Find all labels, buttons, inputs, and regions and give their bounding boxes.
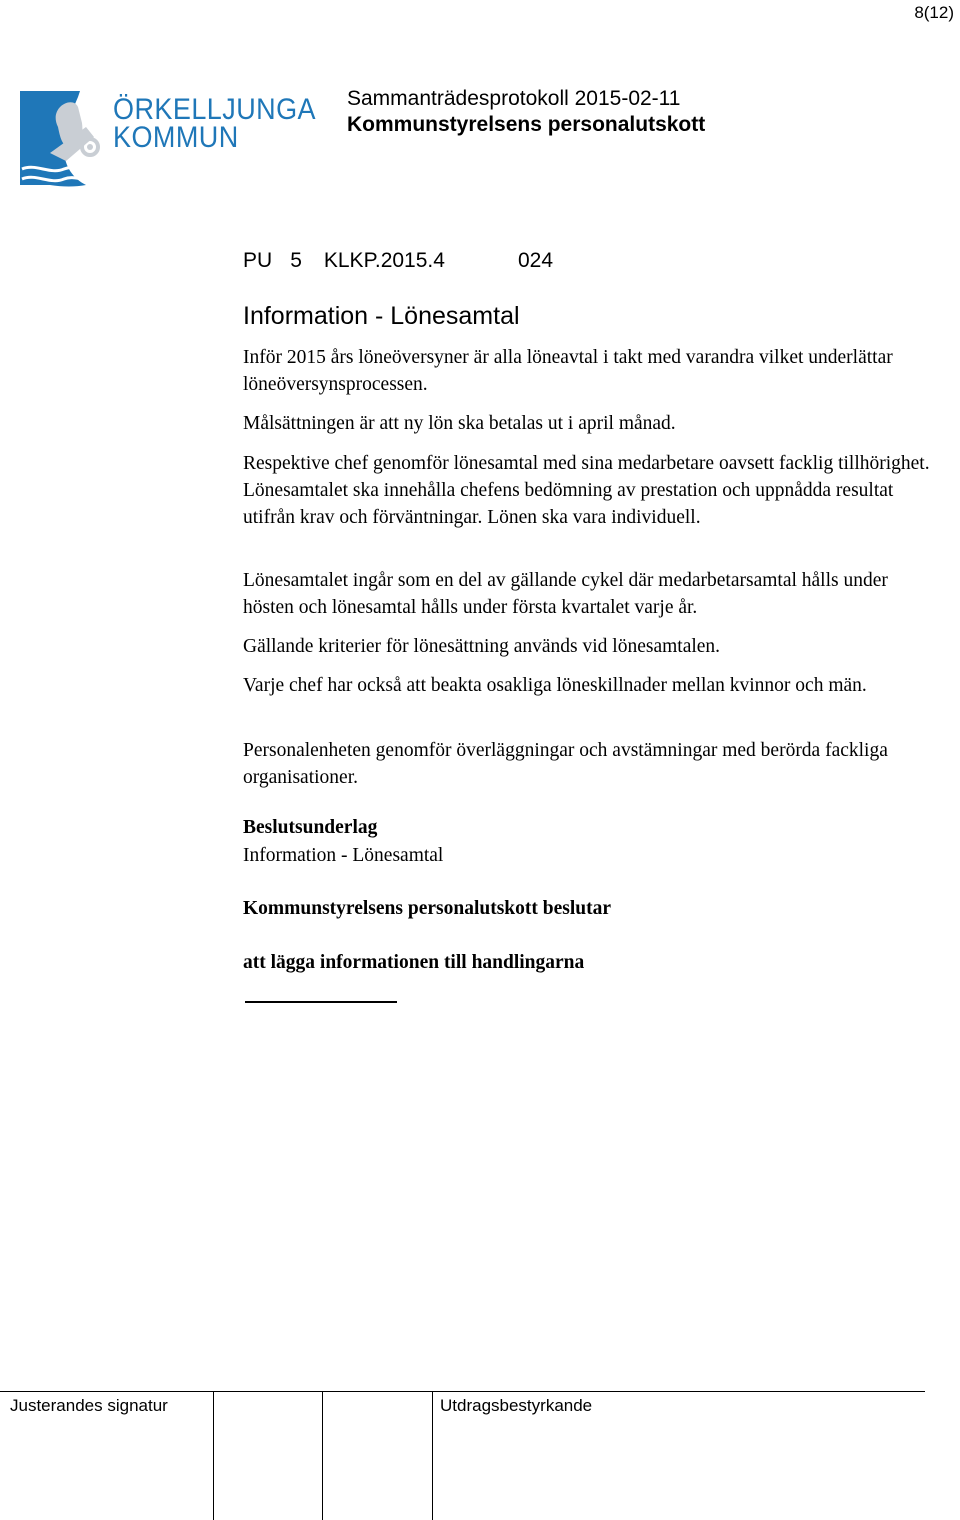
logo-wordmark-line-2: KOMMUN bbox=[113, 121, 239, 154]
signature-label: Justerandes signatur bbox=[10, 1396, 168, 1415]
footer-rule bbox=[0, 1391, 925, 1392]
committee-name: Kommunstyrelsens personalutskott bbox=[347, 113, 706, 136]
page-number: 8(12) bbox=[914, 3, 954, 22]
case-sequence: 024 bbox=[518, 249, 554, 272]
paragraph-text: Respektive chef genomför lönesamtal med sina medarbetare oavsett facklig tillhörighet. Lönesamtalet ska innehålla chefens bedömning av prestation och uppnådda resultat utifrån krav och förväntningar. Lönen ska vara individuell. bbox=[243, 453, 930, 528]
signature-box-divider bbox=[432, 1391, 433, 1520]
case-prefix: PU bbox=[243, 249, 273, 272]
paragraph bbox=[243, 450, 933, 531]
paragraph bbox=[243, 737, 933, 791]
logo-wordmark-line-1: ÖRKELLJUNGA bbox=[113, 93, 317, 126]
decision-underline bbox=[245, 1001, 397, 1003]
paragraph bbox=[243, 410, 933, 437]
paragraph-text: Varje chef har också att beakta osakliga löneskillnader mellan kvinnor och män. bbox=[243, 675, 867, 696]
signature-box-divider bbox=[322, 1391, 323, 1520]
paragraph-text: Inför 2015 års löneöversyner är alla löneavtal i takt med varandra vilket underlättar löneöversynsprocessen. bbox=[243, 347, 893, 395]
paragraph bbox=[243, 567, 933, 621]
case-code: KLKP.2015.4 bbox=[323, 249, 445, 272]
paragraph bbox=[243, 633, 933, 660]
case-paragraph-number: 5 bbox=[290, 249, 302, 272]
paragraph-text: Gällande kriterier för lönesättning används vid lönesamtalen. bbox=[243, 636, 721, 657]
case-reference bbox=[243, 249, 554, 273]
item-title: Information - Lönesamtal bbox=[243, 302, 520, 330]
paragraph-text: Målsättningen är att ny lön ska betalas ut i april månad. bbox=[243, 413, 676, 434]
protocol-title: Sammanträdesprotokoll 2015-02-11 bbox=[347, 87, 681, 110]
paragraph bbox=[243, 344, 933, 398]
signature-box-divider bbox=[213, 1391, 214, 1520]
basis-item: Information - Lönesamtal bbox=[243, 845, 444, 866]
decision-heading: Kommunstyrelsens personalutskott beslutar bbox=[243, 898, 611, 919]
decision-text: att lägga informationen till handlingarna bbox=[243, 952, 585, 973]
paragraph bbox=[243, 672, 933, 699]
basis-heading: Beslutsunderlag bbox=[243, 817, 378, 838]
paragraph-text: Personalenheten genomför överläggningar och avstämningar med berörda fackliga organisationer. bbox=[243, 740, 888, 788]
extract-certification-label: Utdragsbestyrkande bbox=[440, 1396, 593, 1415]
paragraph-text: Lönesamtalet ingår som en del av gällande cykel där medarbetarsamtal hålls under hösten och lönesamtal hålls under första kvartalet varje år. bbox=[243, 570, 888, 618]
